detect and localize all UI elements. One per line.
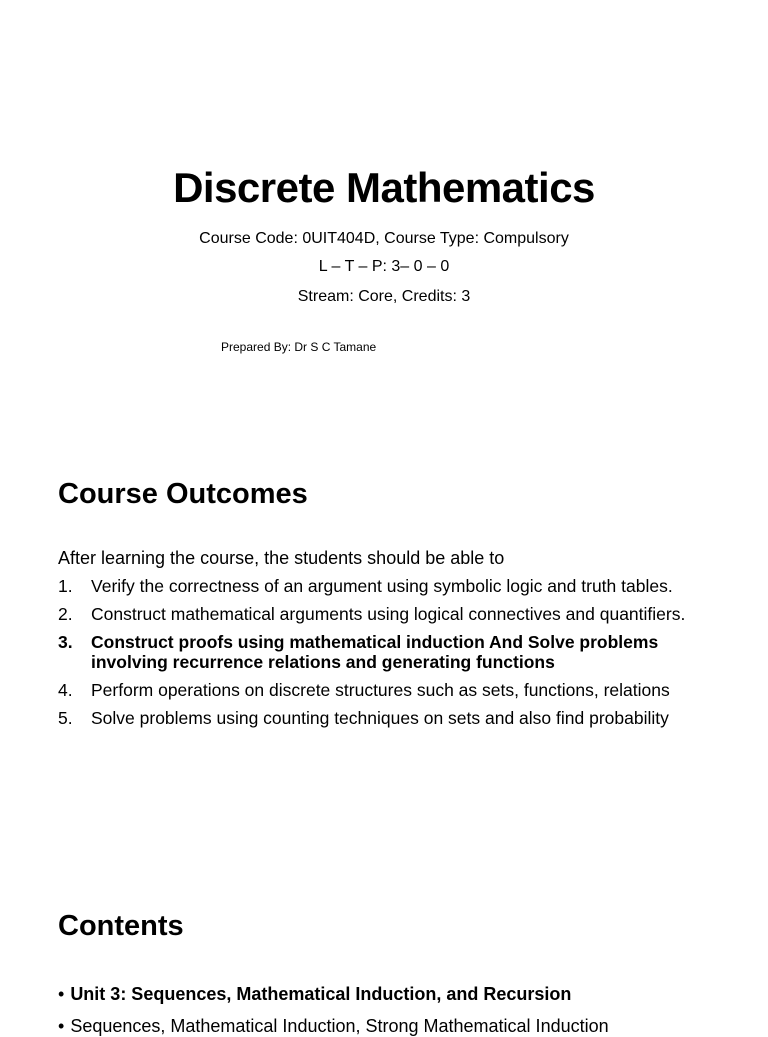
outcome-text: Construct mathematical arguments using logical connectives and quantifiers. — [91, 604, 686, 624]
outcome-number: 1. — [58, 576, 73, 596]
course-outcomes-heading: Course Outcomes — [58, 478, 308, 510]
course-code-line: Course Code: 0UIT404D, Course Type: Compulsory — [199, 230, 569, 247]
outcome-item — [58, 632, 698, 672]
outcome-number: 4. — [58, 680, 73, 700]
bullet-icon: • — [58, 984, 65, 1004]
topics-line — [58, 1016, 609, 1037]
course-outcomes-slide — [0, 432, 768, 864]
outcome-text: Solve problems using counting techniques on sets and also find probability — [91, 708, 669, 728]
outcomes-intro: After learning the course, the students should be able to — [58, 548, 505, 568]
outcomes-list — [58, 576, 698, 736]
title-slide — [0, 0, 768, 432]
topics-text: Sequences, Mathematical Induction, Strong Mathematical Induction — [70, 1016, 609, 1036]
outcome-item — [58, 604, 698, 624]
outcome-item — [58, 576, 698, 596]
outcome-item — [58, 680, 698, 700]
outcome-text: Construct proofs using mathematical induction And Solve problems involving recurrence relations and generating functions — [91, 632, 659, 672]
outcome-number: 3. — [58, 632, 73, 652]
outcome-number: 2. — [58, 604, 73, 624]
bullet-icon: • — [58, 1016, 65, 1036]
unit-3-text: Unit 3: Sequences, Mathematical Induction, and Recursion — [70, 984, 572, 1004]
unit-3-line — [58, 984, 571, 1005]
outcome-text: Perform operations on discrete structures such as sets, functions, relations — [91, 680, 670, 700]
ltp-line: L – T – P: 3– 0 – 0 — [318, 258, 450, 275]
slide-title: Discrete Mathematics — [173, 164, 595, 211]
outcome-item — [58, 708, 698, 728]
outcome-number: 5. — [58, 708, 73, 728]
contents-heading: Contents — [58, 910, 184, 942]
contents-slide — [0, 864, 768, 1036]
prepared-by: Prepared By: Dr S C Tamane — [221, 340, 377, 354]
outcome-text: Verify the correctness of an argument using symbolic logic and truth tables. — [91, 576, 673, 596]
stream-line: Stream: Core, Credits: 3 — [297, 288, 471, 305]
